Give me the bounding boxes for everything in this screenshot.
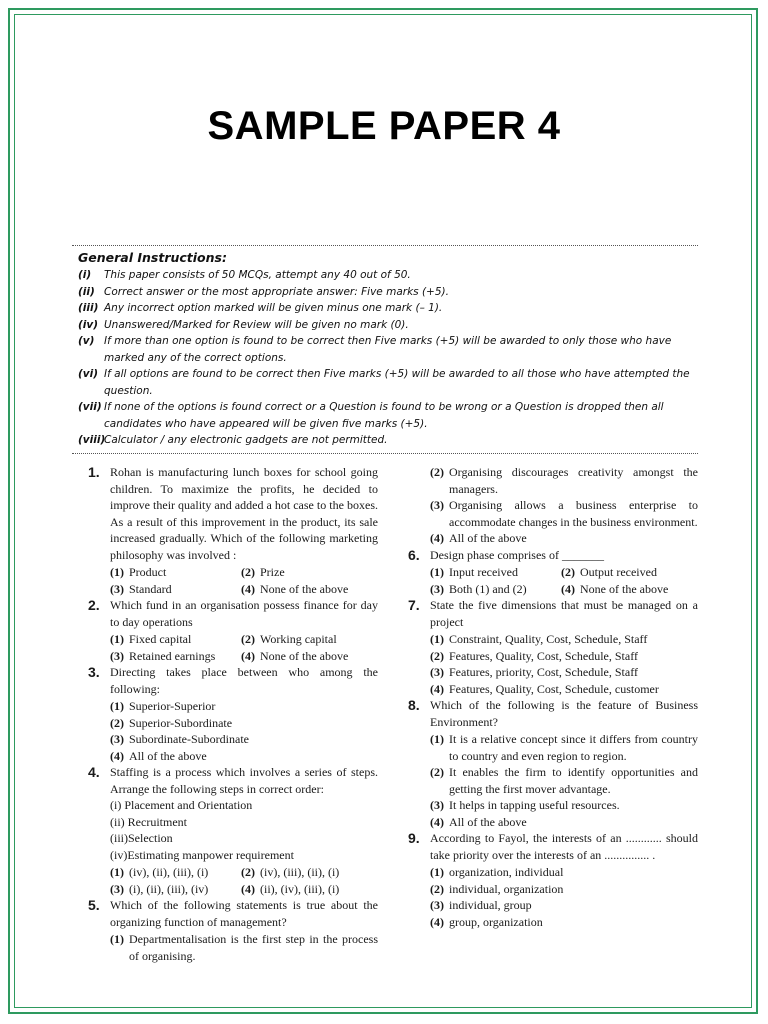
question-4 bbox=[88, 764, 378, 897]
question-text: Which fund in an organisation possess finance for day to day operations bbox=[110, 598, 378, 629]
option-text: (ii), (iv), (iii), (i) bbox=[260, 881, 340, 896]
option-label: (2) bbox=[430, 648, 444, 663]
option-text: Departmentalisation is the first step in the process of organising. bbox=[129, 932, 378, 963]
question-text: Which of the following statements is true about the organizing function of management? bbox=[110, 898, 378, 929]
instruction-item bbox=[78, 267, 690, 284]
option-text: Subordinate-Subordinate bbox=[129, 732, 249, 746]
question-5-continued bbox=[430, 464, 698, 547]
instruction-number: (ii) bbox=[78, 285, 95, 298]
question-3 bbox=[88, 664, 378, 764]
option-text: Superior-Superior bbox=[129, 699, 216, 713]
question-body bbox=[110, 664, 378, 764]
option-label: (4) bbox=[430, 814, 444, 829]
question-text: Directing takes place between who among the following: bbox=[110, 665, 378, 696]
instruction-number: (vi) bbox=[78, 368, 99, 380]
question-7 bbox=[408, 597, 698, 697]
option bbox=[241, 881, 372, 898]
option-label: (1) bbox=[430, 732, 444, 746]
option bbox=[430, 664, 698, 681]
question-number: 7. bbox=[408, 597, 420, 613]
option-label: (3) bbox=[430, 581, 444, 596]
instruction-item bbox=[78, 333, 690, 366]
instruction-text: If more than one option is found to be correct then Five marks (+5) will be awarded to only those who have marked any of the correct options. bbox=[104, 335, 672, 364]
instruction-number: (v) bbox=[78, 335, 95, 347]
option bbox=[561, 564, 692, 581]
option-row bbox=[110, 631, 378, 648]
option bbox=[430, 731, 698, 764]
question-body bbox=[430, 697, 698, 830]
option-text: All of the above bbox=[449, 531, 527, 545]
option-label: (1) bbox=[110, 932, 124, 946]
option-list bbox=[110, 564, 378, 597]
option-text: Both (1) and (2) bbox=[449, 581, 527, 596]
option bbox=[110, 715, 378, 732]
instruction-number: (iv) bbox=[78, 318, 99, 331]
instructions-heading: General Instructions: bbox=[78, 250, 227, 265]
option-label: (2) bbox=[561, 565, 575, 579]
option-label: (2) bbox=[241, 865, 255, 879]
instruction-item bbox=[78, 284, 690, 301]
question-text: According to Fayol, the interests of an ............ should take priority over the interests of an ............... . bbox=[430, 831, 698, 862]
option-list bbox=[430, 631, 698, 697]
question-1 bbox=[88, 464, 378, 597]
instructions-top-rule bbox=[72, 245, 698, 246]
question-text: Which of the following is the feature of Business Environment? bbox=[430, 698, 698, 729]
option bbox=[110, 648, 241, 665]
instruction-number: (iii) bbox=[78, 302, 99, 314]
option-row bbox=[110, 581, 378, 598]
instruction-number: (vii) bbox=[78, 401, 102, 413]
option bbox=[430, 581, 561, 598]
option bbox=[110, 881, 241, 898]
step-item: (i) Placement and Orientation bbox=[110, 798, 253, 812]
option-row bbox=[430, 581, 698, 598]
question-6 bbox=[408, 547, 698, 598]
question-8 bbox=[408, 697, 698, 830]
option-label: (1) bbox=[430, 565, 444, 579]
option bbox=[110, 931, 378, 964]
option-label: (4) bbox=[430, 531, 444, 545]
question-body bbox=[110, 897, 378, 964]
option-label: (3) bbox=[110, 732, 124, 746]
option-text: (iv), (iii), (ii), (i) bbox=[260, 865, 340, 879]
option-text: It enables the firm to identify opportunities and getting the first mover advantage. bbox=[449, 765, 698, 796]
option-label: (4) bbox=[241, 581, 255, 596]
option-text: It helps in tapping useful resources. bbox=[449, 798, 620, 812]
general-instructions bbox=[78, 250, 690, 449]
option-label: (1) bbox=[110, 565, 124, 579]
option bbox=[430, 814, 698, 831]
question-number: 4. bbox=[88, 764, 100, 780]
option bbox=[430, 464, 698, 497]
question-number: 9. bbox=[408, 830, 420, 846]
option-list bbox=[430, 864, 698, 930]
option-text: Standard bbox=[129, 581, 172, 596]
step-item: (iii)Selection bbox=[110, 831, 173, 845]
question-number: 3. bbox=[88, 664, 100, 680]
option bbox=[110, 698, 378, 715]
question-number: 8. bbox=[408, 697, 420, 713]
option-label: (3) bbox=[430, 665, 444, 679]
option-text: None of the above bbox=[260, 581, 349, 596]
instruction-item bbox=[78, 317, 690, 334]
option-label: (3) bbox=[110, 581, 124, 596]
option-label: (4) bbox=[561, 581, 575, 596]
option-row bbox=[110, 864, 378, 881]
option-text: It is a relative concept since it differs from country to country and even region to region. bbox=[449, 732, 698, 763]
option-text: Features, Quality, Cost, Schedule, customer bbox=[449, 681, 659, 696]
question-5 bbox=[88, 897, 378, 964]
step-item: (ii) Recruitment bbox=[110, 814, 187, 829]
question-number: 1. bbox=[88, 464, 100, 480]
option bbox=[241, 581, 372, 598]
option-row bbox=[430, 564, 698, 581]
option-list bbox=[430, 731, 698, 830]
option-text: organization, individual bbox=[449, 865, 564, 879]
option-label: (2) bbox=[110, 715, 124, 730]
instruction-item bbox=[78, 399, 690, 432]
option-list bbox=[110, 931, 378, 964]
option bbox=[430, 631, 698, 648]
option-text: Constraint, Quality, Cost, Schedule, Staff bbox=[449, 632, 648, 646]
question-text: Staffing is a process which involves a series of steps. Arrange the following steps in correct order: bbox=[110, 765, 378, 796]
question-body bbox=[110, 464, 378, 597]
option bbox=[430, 497, 698, 530]
option bbox=[430, 864, 698, 881]
option-text: Input received bbox=[449, 565, 518, 579]
option bbox=[430, 648, 698, 665]
option-text: Superior-Subordinate bbox=[129, 715, 233, 730]
option bbox=[110, 564, 241, 581]
option-list bbox=[430, 564, 698, 597]
question-number: 6. bbox=[408, 546, 420, 563]
option-text: (i), (ii), (iii), (iv) bbox=[129, 881, 209, 896]
option-label: (1) bbox=[110, 865, 124, 879]
option bbox=[430, 530, 698, 547]
questions-left-column bbox=[88, 464, 378, 964]
option-label: (3) bbox=[110, 881, 124, 896]
instruction-item bbox=[78, 366, 690, 399]
instruction-text: Any incorrect option marked will be given minus one mark (– 1). bbox=[104, 302, 443, 314]
question-body bbox=[430, 597, 698, 697]
option-label: (2) bbox=[430, 765, 444, 779]
option-label: (3) bbox=[430, 798, 444, 812]
option bbox=[110, 864, 241, 881]
option-text: Working capital bbox=[260, 632, 337, 646]
option-text: Organising discourages creativity amongst the managers. bbox=[449, 465, 698, 496]
option bbox=[110, 731, 378, 748]
option-text: Product bbox=[129, 565, 167, 579]
option-row bbox=[110, 881, 378, 898]
question-body bbox=[430, 830, 698, 930]
option bbox=[110, 748, 378, 765]
option-list bbox=[110, 698, 378, 764]
question-number: 5. bbox=[88, 897, 100, 913]
option-row bbox=[110, 648, 378, 665]
option bbox=[430, 564, 561, 581]
option-text: Features, priority, Cost, Schedule, Staff bbox=[449, 665, 638, 679]
instruction-text: If all options are found to be correct then Five marks (+5) will be awarded to all those who have attempted the question. bbox=[104, 368, 690, 397]
instruction-item bbox=[78, 300, 690, 317]
option-text: Features, Quality, Cost, Schedule, Staff bbox=[449, 648, 638, 663]
option bbox=[430, 897, 698, 914]
question-text: Design phase comprises of _______ bbox=[430, 547, 604, 562]
option-text: All of the above bbox=[449, 814, 527, 829]
instruction-text: This paper consists of 50 MCQs, attempt any 40 out of 50. bbox=[104, 269, 411, 281]
instruction-number: (viii) bbox=[78, 434, 106, 446]
option-text: Organising allows a business enterprise to accommodate changes in the business environment. bbox=[449, 498, 698, 529]
option-label: (4) bbox=[430, 914, 444, 929]
instruction-text: Unanswered/Marked for Review will be given no mark (0). bbox=[104, 318, 409, 331]
option-text: Output received bbox=[580, 565, 657, 579]
option-label: (4) bbox=[241, 881, 255, 896]
instruction-text: If none of the options is found correct or a Question is found to be wrong or a Question is dropped then all candidates who have appeared will be given five marks (+5). bbox=[104, 401, 664, 430]
option bbox=[561, 581, 692, 598]
question-9 bbox=[408, 830, 698, 930]
option-row bbox=[110, 564, 378, 581]
option-text: Prize bbox=[260, 565, 285, 579]
option-text: Retained earnings bbox=[129, 648, 216, 663]
question-body bbox=[110, 597, 378, 664]
question-2 bbox=[88, 597, 378, 664]
option bbox=[110, 581, 241, 598]
option-label: (1) bbox=[110, 699, 124, 713]
option-list bbox=[110, 631, 378, 664]
option-text: (iv), (ii), (iii), (i) bbox=[129, 865, 209, 879]
question-text: State the five dimensions that must be managed on a project bbox=[430, 598, 698, 629]
question-body bbox=[110, 764, 378, 897]
option bbox=[241, 864, 372, 881]
option-label: (4) bbox=[430, 681, 444, 696]
option bbox=[430, 681, 698, 698]
step-item: (iv)Estimating manpower requirement bbox=[110, 847, 294, 862]
option-label: (1) bbox=[430, 632, 444, 646]
option bbox=[241, 648, 372, 665]
option bbox=[241, 564, 372, 581]
option-label: (2) bbox=[241, 632, 255, 646]
option-list bbox=[110, 864, 378, 897]
option-label: (3) bbox=[430, 898, 444, 912]
questions-right-column bbox=[408, 464, 698, 930]
option-label: (3) bbox=[110, 648, 124, 663]
paper-title: SAMPLE PAPER 4 bbox=[207, 104, 561, 148]
option-text: group, organization bbox=[449, 914, 543, 929]
instruction-number: (i) bbox=[78, 269, 92, 281]
option bbox=[430, 797, 698, 814]
question-text: Rohan is manufacturing lunch boxes for school going children. To maximize the profits, he decided to improve their quality and added a hot case to the boxes. As a result of this improvement in the product, its sale increased gradually. Which of the following marketing philosophy was involved : bbox=[110, 465, 378, 562]
question-body bbox=[430, 547, 698, 598]
option-text: individual, group bbox=[449, 898, 532, 912]
option bbox=[110, 631, 241, 648]
option-label: (1) bbox=[430, 865, 444, 879]
option-text: All of the above bbox=[129, 748, 207, 763]
instruction-text: Calculator / any electronic gadgets are not permitted. bbox=[104, 434, 388, 446]
option-label: (1) bbox=[110, 632, 124, 646]
option bbox=[241, 631, 372, 648]
option bbox=[430, 881, 698, 898]
instruction-item bbox=[78, 432, 690, 449]
option bbox=[430, 914, 698, 931]
step-list bbox=[110, 797, 378, 863]
instruction-text: Correct answer or the most appropriate answer: Five marks (+5). bbox=[104, 285, 449, 298]
option-text: None of the above bbox=[580, 581, 669, 596]
option-label: (2) bbox=[241, 565, 255, 579]
option-label: (2) bbox=[430, 881, 444, 896]
option-text: None of the above bbox=[260, 648, 349, 663]
instructions-bottom-rule bbox=[72, 453, 698, 454]
option-label: (4) bbox=[241, 648, 255, 663]
option-text: individual, organization bbox=[449, 881, 564, 896]
option-label: (2) bbox=[430, 465, 444, 479]
option-text: Fixed capital bbox=[129, 632, 192, 646]
option-label: (4) bbox=[110, 748, 124, 763]
option bbox=[430, 764, 698, 797]
question-number: 2. bbox=[88, 597, 100, 613]
option-label: (3) bbox=[430, 498, 444, 512]
